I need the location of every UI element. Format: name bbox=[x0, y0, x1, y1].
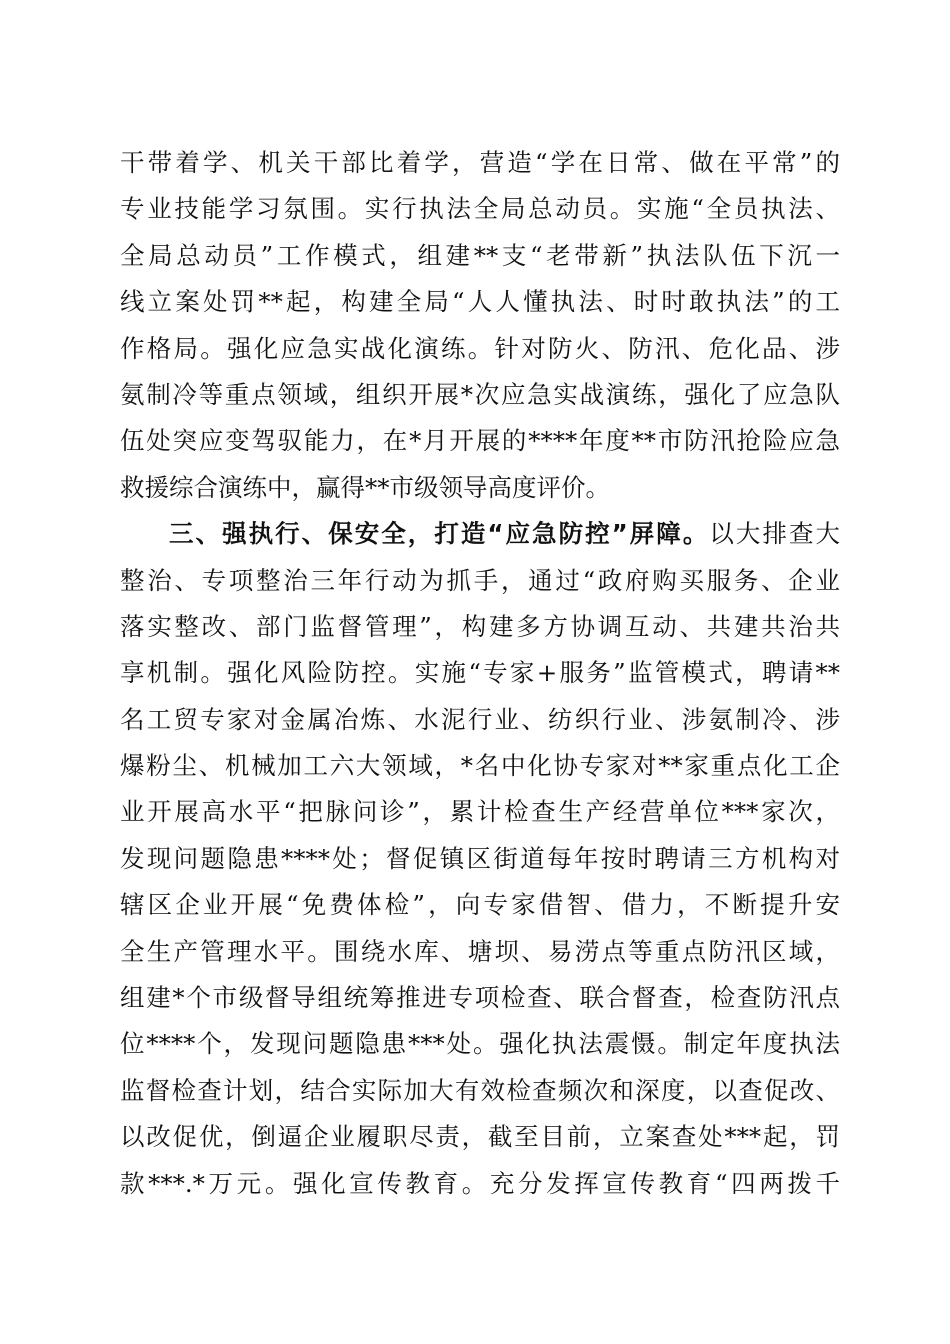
text-line: 作格局。强化应急实战化演练。针对防火、防汛、危化品、涉 bbox=[120, 333, 840, 363]
text-line: 名工贸专家对金属冶炼、水泥行业、纺织行业、涉氨制冷、涉 bbox=[120, 704, 840, 734]
text-line: 辖区企业开展“免费体检”，向专家借智、借力，不断提升安 bbox=[120, 890, 840, 920]
text-line: 以改促优，倒逼企业履职尽责，截至目前，立案查处***起，罚 bbox=[120, 1122, 840, 1152]
text-line: 整治、专项整治三年行动为抓手，通过“政府购买服务、企业 bbox=[120, 565, 840, 595]
text-line: 救援综合演练中，赢得**市级领导高度评价。 bbox=[120, 472, 610, 502]
text-line: 全生产管理水平。围绕水库、塘坝、易涝点等重点防汛区域， bbox=[120, 936, 840, 966]
paragraph-2 bbox=[120, 511, 840, 1207]
text-line: 爆粉尘、机械加工六大领域，*名中化协专家对**家重点化工企 bbox=[120, 751, 840, 781]
text-line: 落实整改、部门监督管理”，构建多方协调互动、共建共治共 bbox=[120, 611, 840, 641]
text-line: 享机制。强化风险防控。实施“专家+服务”监管模式，聘请** bbox=[120, 658, 840, 688]
text-line: 位****个，发现问题隐患***处。强化执法震慑。制定年度执法 bbox=[120, 1029, 840, 1059]
paragraph-1 bbox=[120, 140, 840, 511]
text-line: 监督检查计划，结合实际加大有效检查频次和深度，以查促改、 bbox=[120, 1075, 840, 1105]
text-line: 组建*个市级督导组统筹推进专项检查、联合督查，检查防汛点 bbox=[120, 983, 840, 1013]
text-line: 发现问题隐患****处；督促镇区街道每年按时聘请三方机构对 bbox=[120, 843, 840, 873]
text-line: 氨制冷等重点领域，组织开展*次应急实战演练，强化了应急队 bbox=[120, 379, 840, 409]
text-line: 业开展高水平“把脉问诊”，累计检查生产经营单位***家次， bbox=[120, 797, 840, 827]
text-line: 款***.*万元。强化宣传教育。充分发挥宣传教育“四两拨千 bbox=[120, 1168, 840, 1198]
section-first-line bbox=[120, 511, 840, 557]
text-line: 伍处突应变驾驭能力，在*月开展的****年度**市防汛抢险应急 bbox=[120, 426, 840, 456]
text-line: 专业技能学习氛围。实行执法全局总动员。实施“全员执法、 bbox=[120, 194, 840, 224]
section-heading: 三、强执行、保安全，打造“应急防控”屏障。 bbox=[169, 519, 710, 549]
text-line: 全局总动员”工作模式，组建**支“老带新”执法队伍下沉一 bbox=[120, 240, 840, 270]
text-line: 干带着学、机关干部比着学，营造“学在日常、做在平常”的 bbox=[120, 148, 840, 177]
text-line: 线立案处罚**起，构建全局“人人懂执法、时时敢执法”的工 bbox=[120, 287, 840, 317]
section-first-line-text: 以大排查大 bbox=[709, 519, 840, 549]
body-text bbox=[120, 140, 840, 1207]
